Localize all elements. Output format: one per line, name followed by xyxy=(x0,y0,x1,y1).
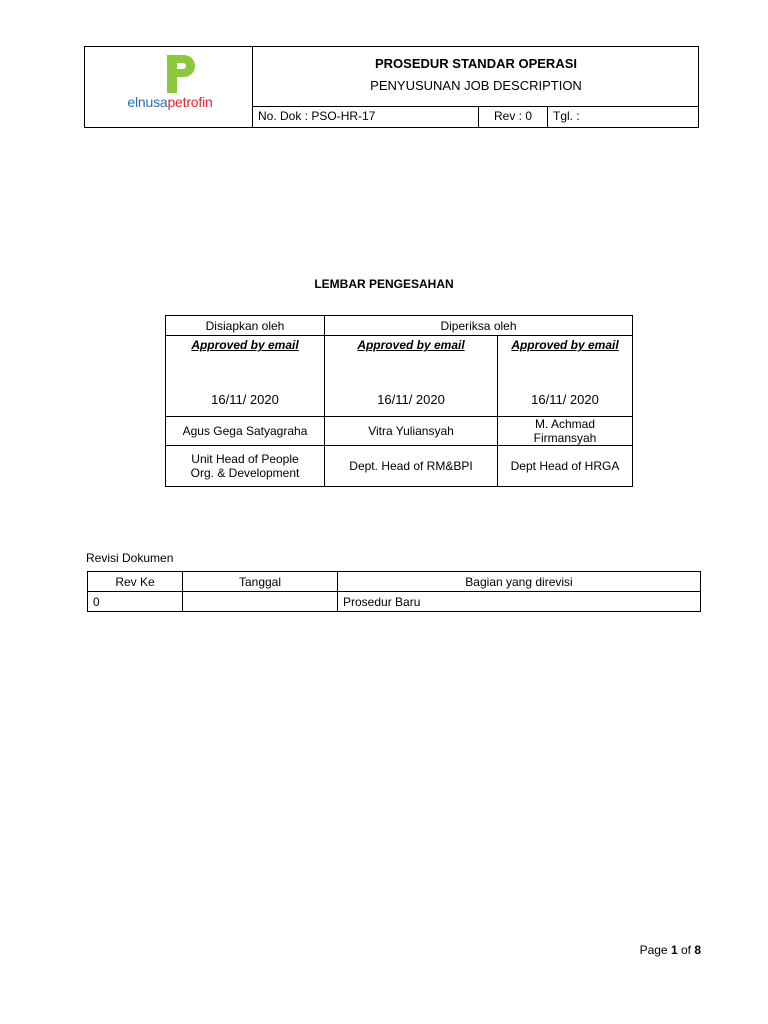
approval-cell xyxy=(166,336,325,417)
table-header-row xyxy=(88,572,701,592)
approval-table xyxy=(165,315,633,487)
approver-position: Dept Head of HRGA xyxy=(498,446,633,487)
approver-name: M. Achmad Firmansyah xyxy=(498,417,633,446)
column-header: Tanggal xyxy=(183,572,338,592)
table-row xyxy=(88,592,701,612)
doc-date: Tgl. : xyxy=(553,109,580,123)
page-number: Page 1 of 8 xyxy=(639,943,701,957)
column-header: Bagian yang direvisi xyxy=(338,572,701,592)
checked-by-header: Diperiksa oleh xyxy=(325,316,633,336)
position-line: Unit Head of People xyxy=(191,452,299,466)
approval-date: 16/11/ 2020 xyxy=(531,392,599,407)
approval-cell xyxy=(325,336,498,417)
document-subtitle: PENYUSUNAN JOB DESCRIPTION xyxy=(370,78,582,93)
approval-status: Approved by email xyxy=(191,338,299,352)
doc-number: No. Dok : PSO-HR-17 xyxy=(253,106,479,128)
prepared-by-header: Disiapkan oleh xyxy=(166,316,325,336)
approver-name: Vitra Yuliansyah xyxy=(325,417,498,446)
approver-name: Agus Gega Satyagraha xyxy=(166,417,325,446)
part-cell: Prosedur Baru xyxy=(338,592,701,612)
approver-position: Dept. Head of RM&BPI xyxy=(325,446,498,487)
revision-table xyxy=(87,571,701,612)
revision-label: Revisi Dokumen xyxy=(86,551,174,565)
rev-cell: 0 xyxy=(88,592,183,612)
approval-status: Approved by email xyxy=(511,338,619,352)
column-header: Rev Ke xyxy=(88,572,183,592)
section-title: LEMBAR PENGESAHAN xyxy=(314,277,454,291)
document-title: PROSEDUR STANDAR OPERASI xyxy=(374,56,577,71)
elnusa-petrofin-logo-icon xyxy=(164,52,198,96)
approver-position xyxy=(166,446,325,487)
approval-date: 16/11/ 2020 xyxy=(211,392,279,407)
approval-date: 16/11/ 2020 xyxy=(377,392,445,407)
position-line: Org. & Development xyxy=(190,466,300,480)
logo-wordmark: elnusapetrofin xyxy=(127,94,213,110)
doc-revision: Rev : 0 xyxy=(479,106,548,128)
approval-status: Approved by email xyxy=(357,338,465,352)
approval-cell xyxy=(498,336,633,417)
date-cell xyxy=(183,592,338,612)
